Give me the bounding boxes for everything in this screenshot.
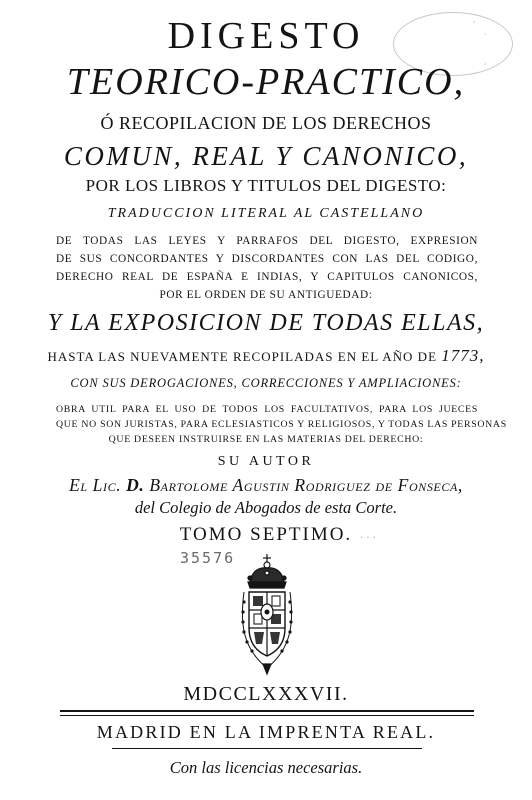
purpose-line: QUE NO SON JURISTAS, PARA ECLESIASTICOS Y RELIGIOSOS, Y TODAS LAS PERSONAS — [56, 419, 507, 430]
double-rule-top — [60, 710, 474, 712]
description-line: DE TODAS LAS LEYES Y PARRAFOS DEL DIGESTO, EXPRESION — [56, 235, 478, 247]
subtitle-derogaciones: CON SUS DEROGACIONES, CORRECCIONES Y AMPLIACIONES: — [70, 376, 462, 390]
imprint-rule — [112, 748, 422, 749]
description-line: POR EL ORDEN DE SU ANTIGUEDAD: — [159, 289, 373, 301]
imprint: MADRID EN LA IMPRENTA REAL. — [96, 722, 436, 742]
margin-mark: · — [473, 18, 476, 27]
author-name: Bartolome Agustin Rodriguez de Fonseca, — [149, 475, 463, 495]
purpose-line: QUE DESEEN INSTRUIRSE EN LAS MATERIAS DEL DERECHO: — [108, 434, 424, 445]
royal-coat-of-arms-icon — [236, 552, 298, 676]
author-affiliation: del Colegio de Abogados de esta Corte. — [134, 498, 398, 517]
volume-label: TOMO SEPTIMO. — [179, 524, 353, 545]
hasta-text: HASTA LAS NUEVAMENTE RECOPILADAS EN EL AÑO DE — [47, 349, 438, 364]
subtitle-por-libros: POR LOS LIBROS Y TITULOS DEL DIGESTO: — [85, 176, 447, 195]
subtitle-comun-real-canonico: COMUN, REAL Y CANONICO, — [63, 141, 469, 171]
subtitle-hasta — [0, 346, 532, 366]
publication-year: MDCCLXXXVII. — [183, 683, 349, 705]
margin-mark: · — [484, 60, 487, 69]
su-autor-heading: SU AUTOR — [217, 454, 315, 469]
description-line: DERECHO REAL DE ESPAÑA E INDIAS, Y CAPITULOS CANONICOS, — [56, 271, 478, 283]
author-line — [0, 475, 532, 496]
subtitle-traduccion: TRADUCCION LITERAL AL CASTELLANO — [107, 206, 425, 221]
subtitle-exposicion: Y LA EXPOSICION DE TODAS ELLAS, — [47, 310, 485, 336]
licenses-line: Con las licencias necesarias. — [169, 758, 363, 777]
author-initial: D. — [126, 475, 145, 495]
margin-mark: · · · — [360, 533, 376, 544]
description-line: DE SUS CONCORDANTES Y DISCORDANTES CON LAS DEL CODIGO, — [56, 253, 478, 265]
margin-mark: · — [484, 30, 487, 39]
subtitle-recopilacion: Ó RECOPILACION DE LOS DERECHOS — [100, 113, 432, 133]
purpose-line: OBRA UTIL PARA EL USO DE TODOS LOS FACULTATIVOS, PARA LOS JUECES — [56, 404, 478, 415]
library-shelfmark: 35576 — [180, 549, 236, 567]
title-main: DIGESTO — [167, 15, 365, 57]
author-prefix: El Lic. — [69, 475, 122, 495]
double-rule-bottom — [60, 715, 474, 716]
title-sub: TEORICO-PRACTICO, — [66, 61, 466, 103]
recopilation-year: 1773, — [441, 346, 485, 365]
